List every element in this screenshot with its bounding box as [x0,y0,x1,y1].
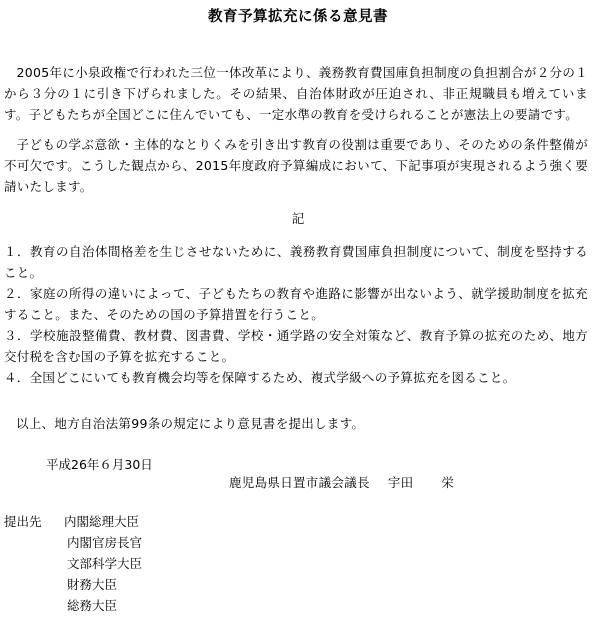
recipient: 内閣総理大臣 [64,514,140,529]
signer-line [229,472,454,493]
recipient: 総務大臣 [67,598,118,613]
signer-surname: 宇田 [387,475,414,490]
recipients-list [64,511,142,616]
paragraph-background: 2005年に小泉政権で行われた三位一体改革により、義務教育費国庫負担制度の負担割合が２分の１から３分の１に引き下げられました。その結果、自治体財政が圧迫され、非正規職員も増えています。子どもたちが全国どこに住んでいても、一定水準の教育を受けられることが憲法上の要請です。 [4,65,588,122]
request-item: ２．家庭の所得の違いによって、子どもたちの教育や進路に影響が出ないよう、就学援助制度を拡充すること。また、そのための国の予算措置を行うこと。 [4,286,588,322]
document-date: 平成26年６月30日 [46,457,153,472]
ki-heading: 記 [291,211,305,226]
document-title: 教育予算拡充に係る意見書 [208,9,388,25]
recipient: 財務大臣 [67,577,118,592]
request-item: ４．全国どこにいても教育機会均等を保障するため、複式学級への予算拡充を図ること。 [4,370,516,385]
signer-title: 鹿児島県日置市議会議長 [229,475,370,490]
signer-given-name: 栄 [441,475,455,490]
recipients-label: 提出先 [4,514,42,529]
closing-statement: 以上、地方自治法第99条の規定により意見書を提出します。 [16,416,365,431]
paragraph-request: 子どもの学ぶ意欲・主体的なとりくみを引き出す教育の役割は重要であり、そのための条件整備が不可欠です。こうした観点から、2015年度政府予算編成において、下記事項が実現されるよう強く要請いたします。 [4,137,588,194]
recipient: 内閣官房長官 [67,535,143,550]
recipient: 文部科学大臣 [67,556,143,571]
request-item: ３．学校施設整備費、教材費、図書費、学校・通学路の安全対策など、教育予算の拡充のため、地方交付税を含む国の予算を拡充すること。 [4,328,588,364]
request-items-list [4,241,588,388]
request-item: １．教育の自治体間格差を生じさせないために、義務教育費国庫負担制度について、制度を堅持すること。 [4,244,588,280]
